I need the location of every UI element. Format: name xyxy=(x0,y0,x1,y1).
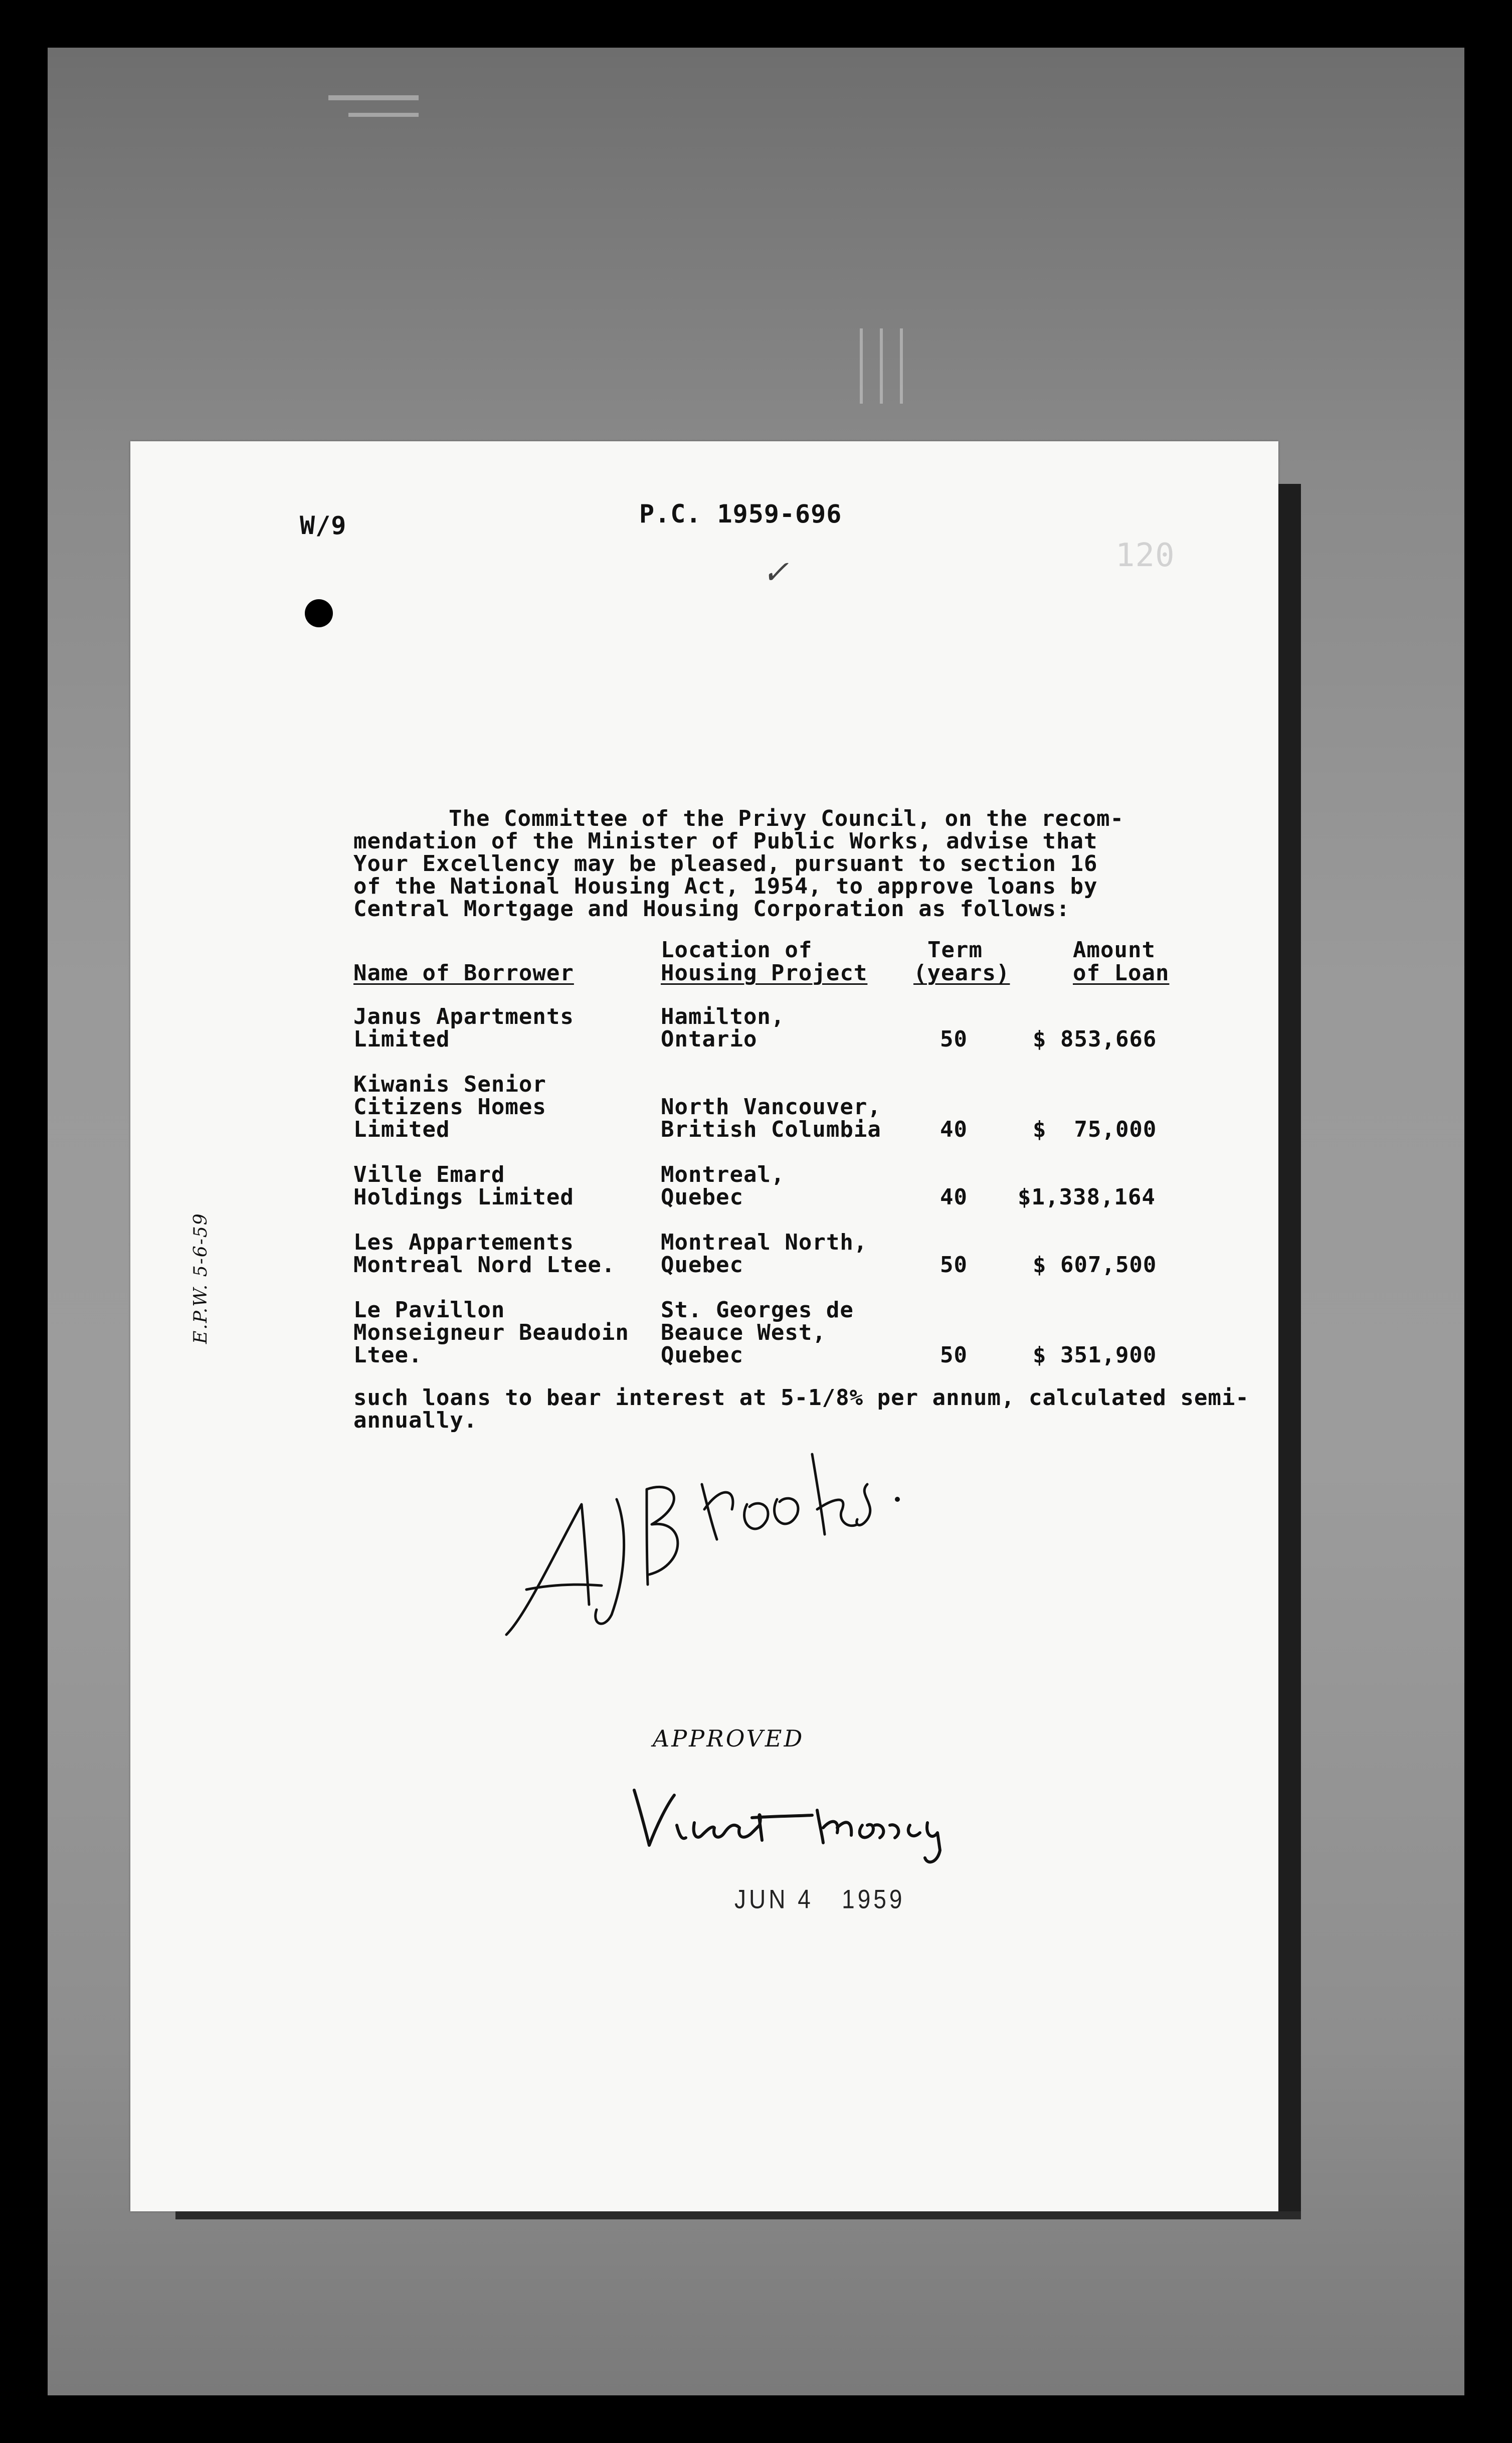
header-location: Housing Project xyxy=(661,960,868,986)
closing-line: annually. xyxy=(353,1408,478,1433)
header-term: (years) xyxy=(913,960,1010,986)
loan-amount: $ 75,000 xyxy=(1033,1117,1157,1142)
borrower-name: Kiwanis Senior xyxy=(353,1072,546,1097)
loan-amount: $1,338,164 xyxy=(1018,1184,1156,1210)
project-location: Quebec xyxy=(661,1342,743,1368)
header-amount: of Loan xyxy=(1073,960,1170,986)
borrower-name: Limited xyxy=(353,1026,450,1052)
scan-artifact xyxy=(348,113,419,117)
loan-term: 50 xyxy=(940,1026,968,1052)
borrower-name: Montreal Nord Ltee. xyxy=(353,1252,616,1278)
loan-amount: $ 607,500 xyxy=(1033,1252,1157,1278)
approved-label: APPROVED xyxy=(653,1725,805,1752)
scan-artifact xyxy=(860,328,863,404)
paper-shadow xyxy=(175,2211,1301,2219)
paper-shadow xyxy=(1278,484,1301,2214)
loan-term: 50 xyxy=(940,1342,968,1368)
intro-line: Central Mortgage and Housing Corporation as follows: xyxy=(353,896,1070,922)
governor-signature xyxy=(627,1770,978,1870)
borrower-name: Limited xyxy=(353,1117,450,1142)
order-number: P.C. 1959-696 xyxy=(639,499,842,529)
check-mark: ✓ xyxy=(762,554,789,591)
header-amount: Amount xyxy=(1073,937,1156,963)
borrower-name: Le Pavillon xyxy=(353,1297,505,1323)
scan-artifact xyxy=(328,95,419,100)
loan-amount: $ 853,666 xyxy=(1033,1026,1157,1052)
project-location: Ontario xyxy=(661,1026,758,1052)
project-location: Hamilton, xyxy=(661,1004,785,1029)
project-location: Beauce West, xyxy=(661,1320,826,1345)
closing-line: such loans to bear interest at 5-1/8% per annum, calculated semi- xyxy=(353,1385,1249,1411)
header-term: Term xyxy=(927,937,983,963)
intro-line: The Committee of the Privy Council, on the recom- xyxy=(449,806,1124,831)
clerk-signature xyxy=(496,1424,922,1645)
margin-note: E.P.W. 5-6-59 xyxy=(191,1212,211,1344)
date-stamp: JUN 4 1959 xyxy=(734,1884,905,1914)
borrower-name: Janus Apartments xyxy=(353,1004,574,1029)
borrower-name: Citizens Homes xyxy=(353,1094,546,1120)
page-number: 120 xyxy=(1115,537,1175,574)
project-location: British Columbia xyxy=(661,1117,881,1142)
header-location: Location of xyxy=(661,937,813,963)
loan-term: 40 xyxy=(940,1184,968,1210)
project-location: St. Georges de xyxy=(661,1297,854,1323)
loan-term: 40 xyxy=(940,1117,968,1142)
borrower-name: Monseigneur Beaudoin xyxy=(353,1320,629,1345)
borrower-name: Holdings Limited xyxy=(353,1184,574,1210)
intro-line: mendation of the Minister of Public Works, advise that xyxy=(353,828,1098,854)
borrower-name: Les Appartements xyxy=(353,1230,574,1255)
scan-artifact xyxy=(880,328,883,404)
project-location: North Vancouver, xyxy=(661,1094,881,1120)
header-borrower: Name of Borrower xyxy=(353,960,574,986)
project-location: Montreal, xyxy=(661,1162,785,1187)
intro-line: of the National Housing Act, 1954, to approve loans by xyxy=(353,874,1098,899)
borrower-name: Ville Emard xyxy=(353,1162,505,1187)
scan-artifact xyxy=(900,328,903,404)
loan-term: 50 xyxy=(940,1252,968,1278)
project-location: Quebec xyxy=(661,1252,743,1278)
punch-hole xyxy=(305,599,333,627)
file-mark: W/9 xyxy=(300,511,347,540)
project-location: Montreal North, xyxy=(661,1230,868,1255)
project-location: Quebec xyxy=(661,1184,743,1210)
intro-line: Your Excellency may be pleased, pursuant to section 16 xyxy=(353,851,1098,877)
borrower-name: Ltee. xyxy=(353,1342,423,1368)
loan-amount: $ 351,900 xyxy=(1033,1342,1157,1368)
